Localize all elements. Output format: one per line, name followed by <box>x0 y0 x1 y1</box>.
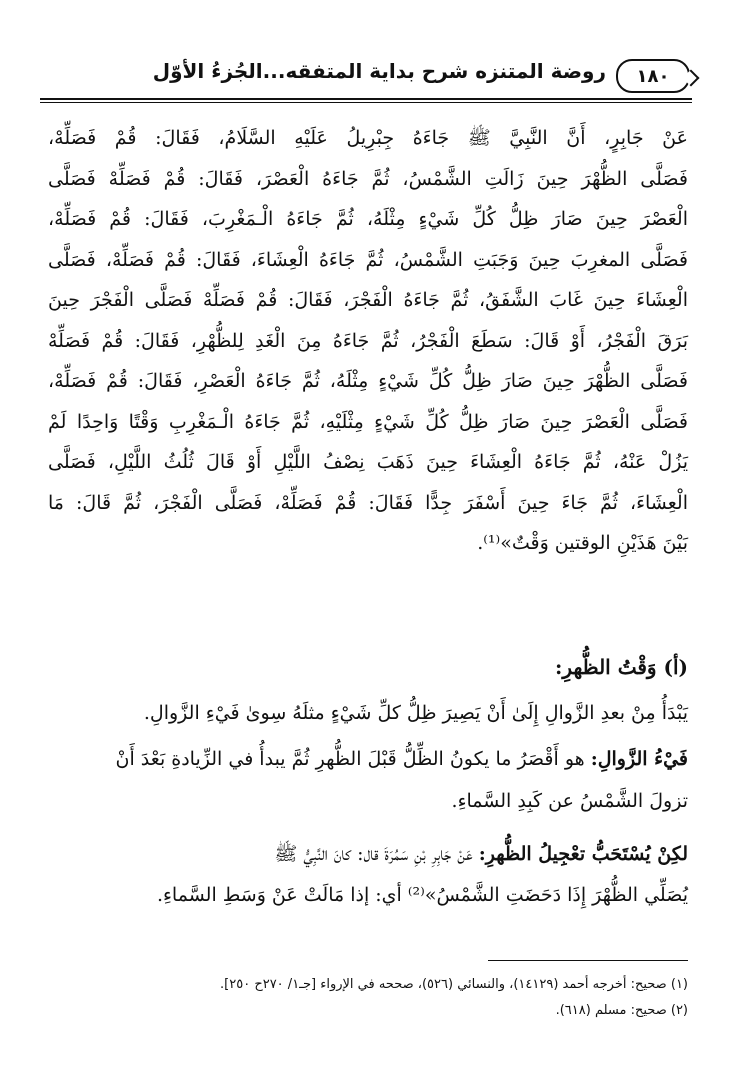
page-number: ١٨٠ <box>636 65 670 87</box>
hadith-paragraph <box>48 118 688 564</box>
text-line: الْعِشَاءَ حِينَ غَابَ الشَّفَقُ، ثُمَّ جَاءَهُ الْفَجْرَ، فَقَالَ: قُمْ فَصَلِّهْ فَصَلَّى الْفَجْرَ حِينَ <box>48 289 688 311</box>
footnote-separator <box>488 960 688 961</box>
section-heading: (أ) وَقْتُ الظُّهرِ: <box>555 655 688 679</box>
text-line: يَزُلْ عَنْهُ، ثُمَّ جَاءَهُ الْعِشَاءَ حِينَ ذَهَبَ نِصْفُ اللَّيْلِ أَوْ قَالَ ثُلُثُ اللَّيْلِ، فَصَلَّى <box>48 451 688 473</box>
footnotes <box>48 972 688 1024</box>
mustahab-term: لكِنْ يُسْتَحَبُّ تعْجِيلُ الظُّهرِ: <box>478 843 688 865</box>
text-line: بَيْنَ هَذَيْنِ الوقتين وَقْتٌ»⁽¹⁾. <box>477 532 688 554</box>
header-rule-thin <box>40 102 692 103</box>
fay-text: هو أَقْصَرُ ما يكونُ الظِّلُّ قَبْلَ الظُّهرِ ثُمَّ يبدأُ في الزِّيادةِ بَعْدَ أَنْ <box>115 748 585 770</box>
text-line: فَصَلَّى الظُّهْرَ حِينَ زَالَتِ الشَّمْسُ، ثُمَّ جَاءَهُ الْعَصْرَ، فَقَالَ: قُمْ فَصَلِّهْ فَصَلَّى <box>48 167 688 190</box>
page-header <box>40 55 690 97</box>
footnote: (٢) صحيح: مسلم (٦١٨). <box>555 1003 688 1018</box>
definition-line: يَبْدَأُ مِنْ بعدِ الزَّوالِ إِلَىٰ أَنْ يَصِيرَ ظِلُّ كلِّ شَيْءٍ مثلَهُ سِوىٰ فَيْءِ الزَّوالِ. <box>143 702 688 724</box>
running-title: روضة المتنزه شرح بداية المتفقه...الجُزءُ الأوّل <box>152 59 606 83</box>
header-rule <box>40 98 692 100</box>
text-line: بَرَقَ الْفَجْرُ، أَوْ قَالَ: سَطَعَ الْفَجْرُ، ثُمَّ جَاءَهُ مِنَ الْغَدِ لِلظُّهْرِ، فَقَالَ: قُمْ فَصَلِّهْ <box>48 329 688 352</box>
text-line: فَصَلَّى الظُّهْرَ حِينَ صَارَ ظِلُّ كُلِّ شَيْءٍ مِثْلَهُ، ثُمَّ جَاءَهُ الْعَصْرِ، فَقَالَ: قُمْ فَصَلِّهْ، <box>48 370 688 392</box>
text-line: عَنْ جَابِرٍ، أَنَّ النَّبِيَّ ﷺ جَاءَهُ جِبْرِيلُ عَلَيْهِ السَّلَامُ، فَقَالَ: قُمْ فَصَلِّهْ، <box>48 127 688 149</box>
mustahab-text: عَنْ جَابِرِ بْنِ سَمُرَةَ قال: كانَ النَّبِيُّ ﷺ <box>274 843 473 865</box>
mustahab-paragraph-line1 <box>48 842 688 870</box>
page-number-badge <box>616 59 690 93</box>
mustahab-paragraph-line2: يُصَلِّي الظُّهْرَ إِذَا دَحَضَتِ الشَّمْسُ»⁽²⁾ أي: إذا مَالَتْ عَنْ وَسَطِ السَّماءِ. <box>156 884 688 906</box>
text-line: فَصَلَّى المغرِبَ حِينَ وَجَبَتِ الشَّمْسُ، ثُمَّ جَاءَهُ الْعِشَاءَ، فَقَالَ: قُمْ فَصَلِّهْ، فَصَلَّى <box>48 248 688 271</box>
text-line: الْعِشَاءَ، ثُمَّ جَاءَ حِينَ أَسْفَرَ جِدًّا فَقَالَ: قُمْ فَصَلِّهْ، فَصَلَّى الْفَجْرَ، ثُمَّ قَالَ: مَا <box>48 491 688 514</box>
badge-arrow-icon <box>683 70 700 87</box>
fay-paragraph-line1 <box>48 748 688 770</box>
fay-paragraph-line2: تزولَ الشَّمْسُ عن كَبِدِ السَّماءِ. <box>451 790 688 812</box>
text-line: فَصَلَّى الْعَصْرَ حِينَ صَارَ ظِلُّ كُلِّ شَيْءٍ مِثْلَيْهِ، ثُمَّ جَاءَهُ الْـمَغْرِبِ وَقْتًا وَاحِدًا لَمْ <box>48 410 688 433</box>
fay-term: فَيْءُ الزَّوالِ: <box>590 748 688 770</box>
footnote: (١) صحيح: أخرجه أحمد (١٤١٢٩)، والنسائي (٥٢٦)، صححه في الإرواء [جـ١/ ٢٧٠ح ٢٥٠]. <box>220 977 688 992</box>
text-line: الْعَصْرَ حِينَ صَارَ ظِلُّ كُلِّ شَيْءٍ مِثْلَهُ، ثُمَّ جَاءَهُ الْـمَغْرِبَ، فَقَالَ: قُمْ فَصَلِّهْ، <box>48 208 688 230</box>
